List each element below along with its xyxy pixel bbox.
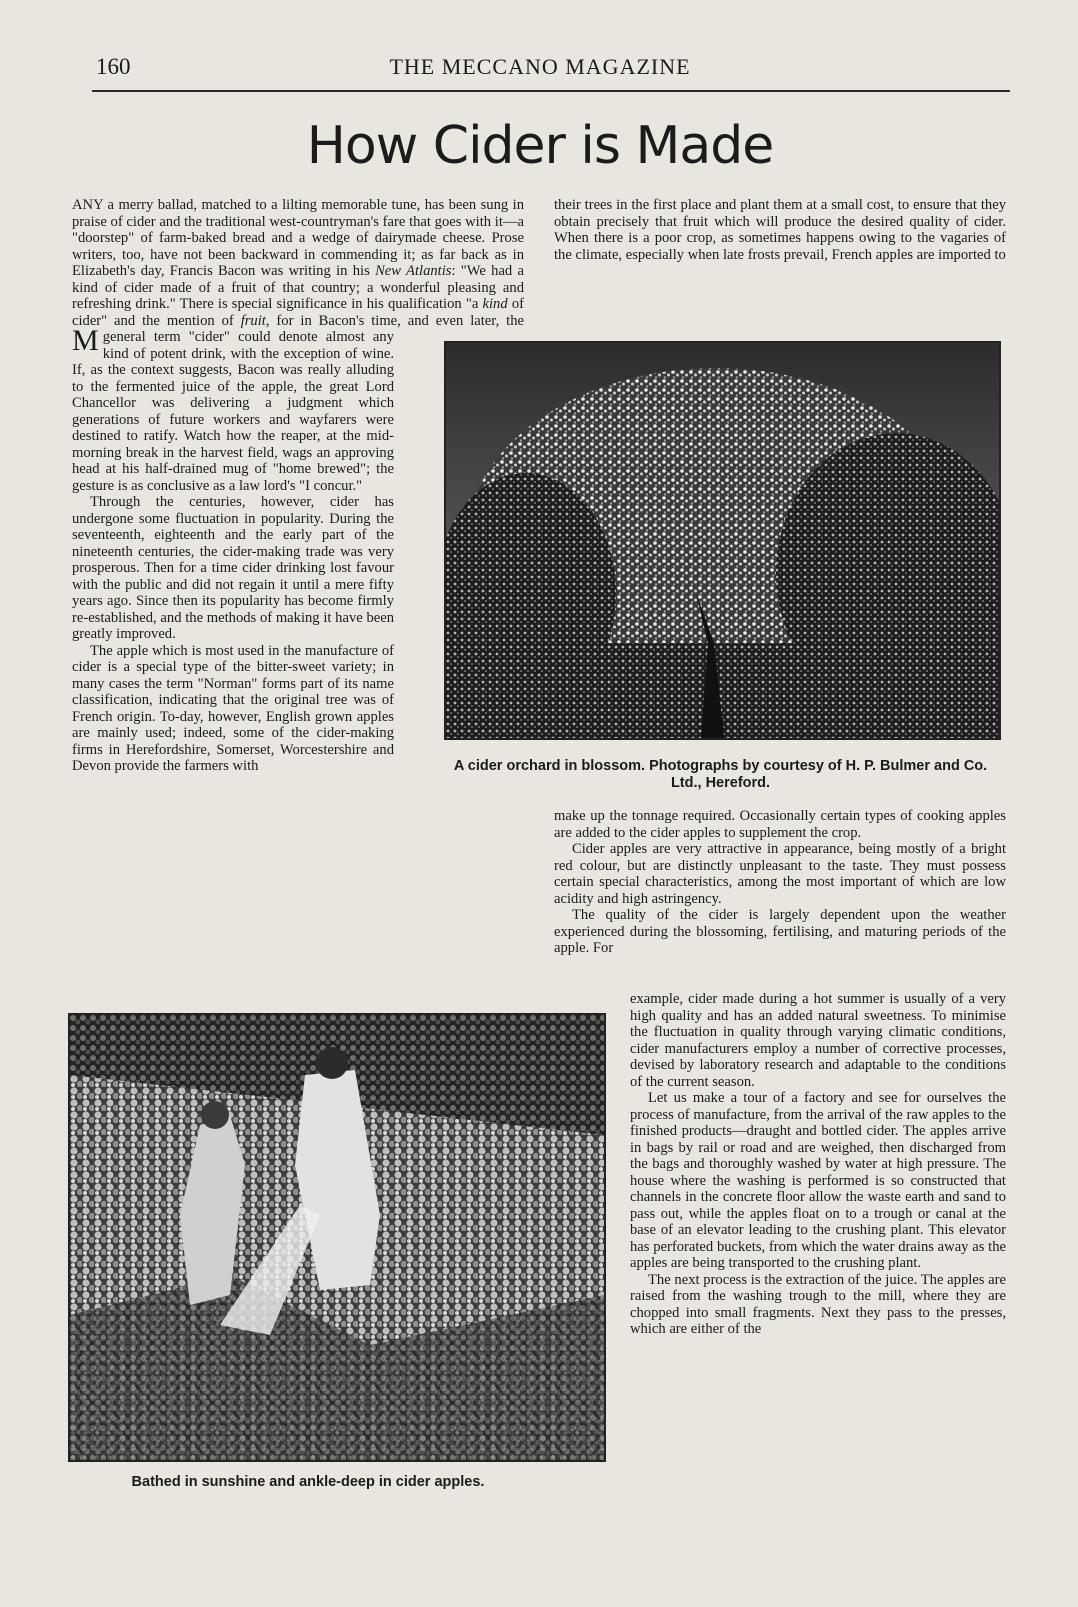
right-column-top bbox=[554, 197, 1006, 263]
right-column-middle bbox=[554, 808, 1006, 957]
orchard-photo bbox=[444, 341, 1001, 740]
paragraph-popularity: Through the centuries, however, cider has undergone some fluctuation in popularity. During the seventeenth, eighteenth and the early part of the nineteenth centuries, the cider-making trade was very prosperous. Then for a time cider drinking lost favour with the public and did not regain it until a mere fifty years ago. Since then its popularity has become firmly re-established, and the methods of making it have been greatly improved. bbox=[72, 494, 394, 642]
right-column-bottom bbox=[630, 991, 1006, 1338]
drop-cap: M bbox=[72, 324, 99, 357]
intro-paragraph: M ANY a merry ballad, matched to a lilting memorable tune, has been sung in praise of cider and the traditional west-countryman's fare that goes with it—a "doorstep" of farm-baked bread and a wedge of dairymade cheese. Prose writers, too, have not been backward in commending it; as far back as in Elizabeth's day, Francis Bacon was writing in his New Atlantis: "We had a kind of cider made of a fruit of that country; a wonderful pleasing and refreshing drink." There is special significance in his qualification "a kind of cider" and the mention of fruit, for in Bacon's time, and even later, the general term "cider" could denote almost any kind of potent drink, with the exception of wine. If, as the context suggests, Bacon was really alluding to the fermented juice of the apple, the great Lord Chancellor was delivering a judgment which generations of future workers and wayfarers were destined to ratify. Watch how the reaper, at the mid-morning break in the harvest field, wags an approving head at his half-drained mug of "home brewed"; the gesture is as conclusive as a law lord's "I concur." bbox=[72, 197, 524, 494]
apples-photo bbox=[68, 1013, 606, 1462]
article-title: How Cider is Made bbox=[306, 116, 774, 176]
page-number: 160 bbox=[96, 54, 131, 79]
orchard-caption: A cider orchard in blossom. Photographs by courtesy of H. P. Bulmer and Co. Ltd., Hereford. bbox=[453, 758, 988, 791]
apples-caption: Bathed in sunshine and ankle-deep in cider apples. bbox=[131, 1474, 485, 1490]
magazine-title: THE MECCANO MAGAZINE bbox=[389, 54, 691, 79]
paragraph-weather: The quality of the cider is largely dependent upon the weather experienced during the blossoming, fertilising, and maturing periods of the apple. For bbox=[554, 907, 1006, 956]
paragraph-example: example, cider made during a hot summer is usually of a very high quality and has an added natural sweetness. To minimise the fluctuation in quality through varying climatic conditions, cider manufacturers employ a number of corrective processes, devised by laboratory research and adaptable to the conditions of the current season. bbox=[630, 991, 1006, 1090]
paragraph-apple-type: The apple which is most used in the manufacture of cider is a special type of the bitter-sweet variety; in many cases the term "Norman" forms part of its name classification, indicating that the original tree was of French origin. To-day, however, English grown apples are mainly used; indeed, some of the cider-making firms in Herefordshire, Somerset, Worcestershire and Devon provide the farmers with bbox=[72, 642, 394, 774]
paragraph-trees: their trees in the first place and plant them at a small cost, to ensure that they obtain precisely that fruit which will produce the desired quality of cider. When there is a poor crop, as sometimes happens owing to the vagaries of the climate, especially when late frosts prevail, French apples are imported to bbox=[554, 197, 1006, 263]
paragraph-extraction: The next process is the extraction of the juice. The apples are raised from the washing trough to the mill, where they are chopped into small fragments. Next they pass to the presses, which are either of the bbox=[630, 1271, 1006, 1337]
paragraph-cider-apples: Cider apples are very attractive in appearance, being mostly of a bright red colour, but are distinctly unpleasant to the taste. They must possess certain special characteristics, among the most important of which are low acidity and high astringency. bbox=[554, 841, 1006, 907]
paragraph-tonnage: make up the tonnage required. Occasionally certain types of cooking apples are added to the cider apples to supplement the crop. bbox=[554, 808, 1006, 841]
paragraph-factory-tour: Let us make a tour of a factory and see for ourselves the process of manufacture, from the arrival of the raw apples to the finished products—draught and bottled cider. The apples arrive in bags by rail or road and are weighed, then discharged from the bags and thoroughly washed by water at high pressure. The house where the washing is performed is so constructed that channels in the concrete floor allow the waste earth and sand to pass out, while the apples float on to a trough or canal at the base of an elevator leading to the crushing plant. This elevator has perforated buckets, from which the water drains away as the apples are being transported to the crushing plant. bbox=[630, 1090, 1006, 1271]
header-rule bbox=[92, 90, 1010, 92]
